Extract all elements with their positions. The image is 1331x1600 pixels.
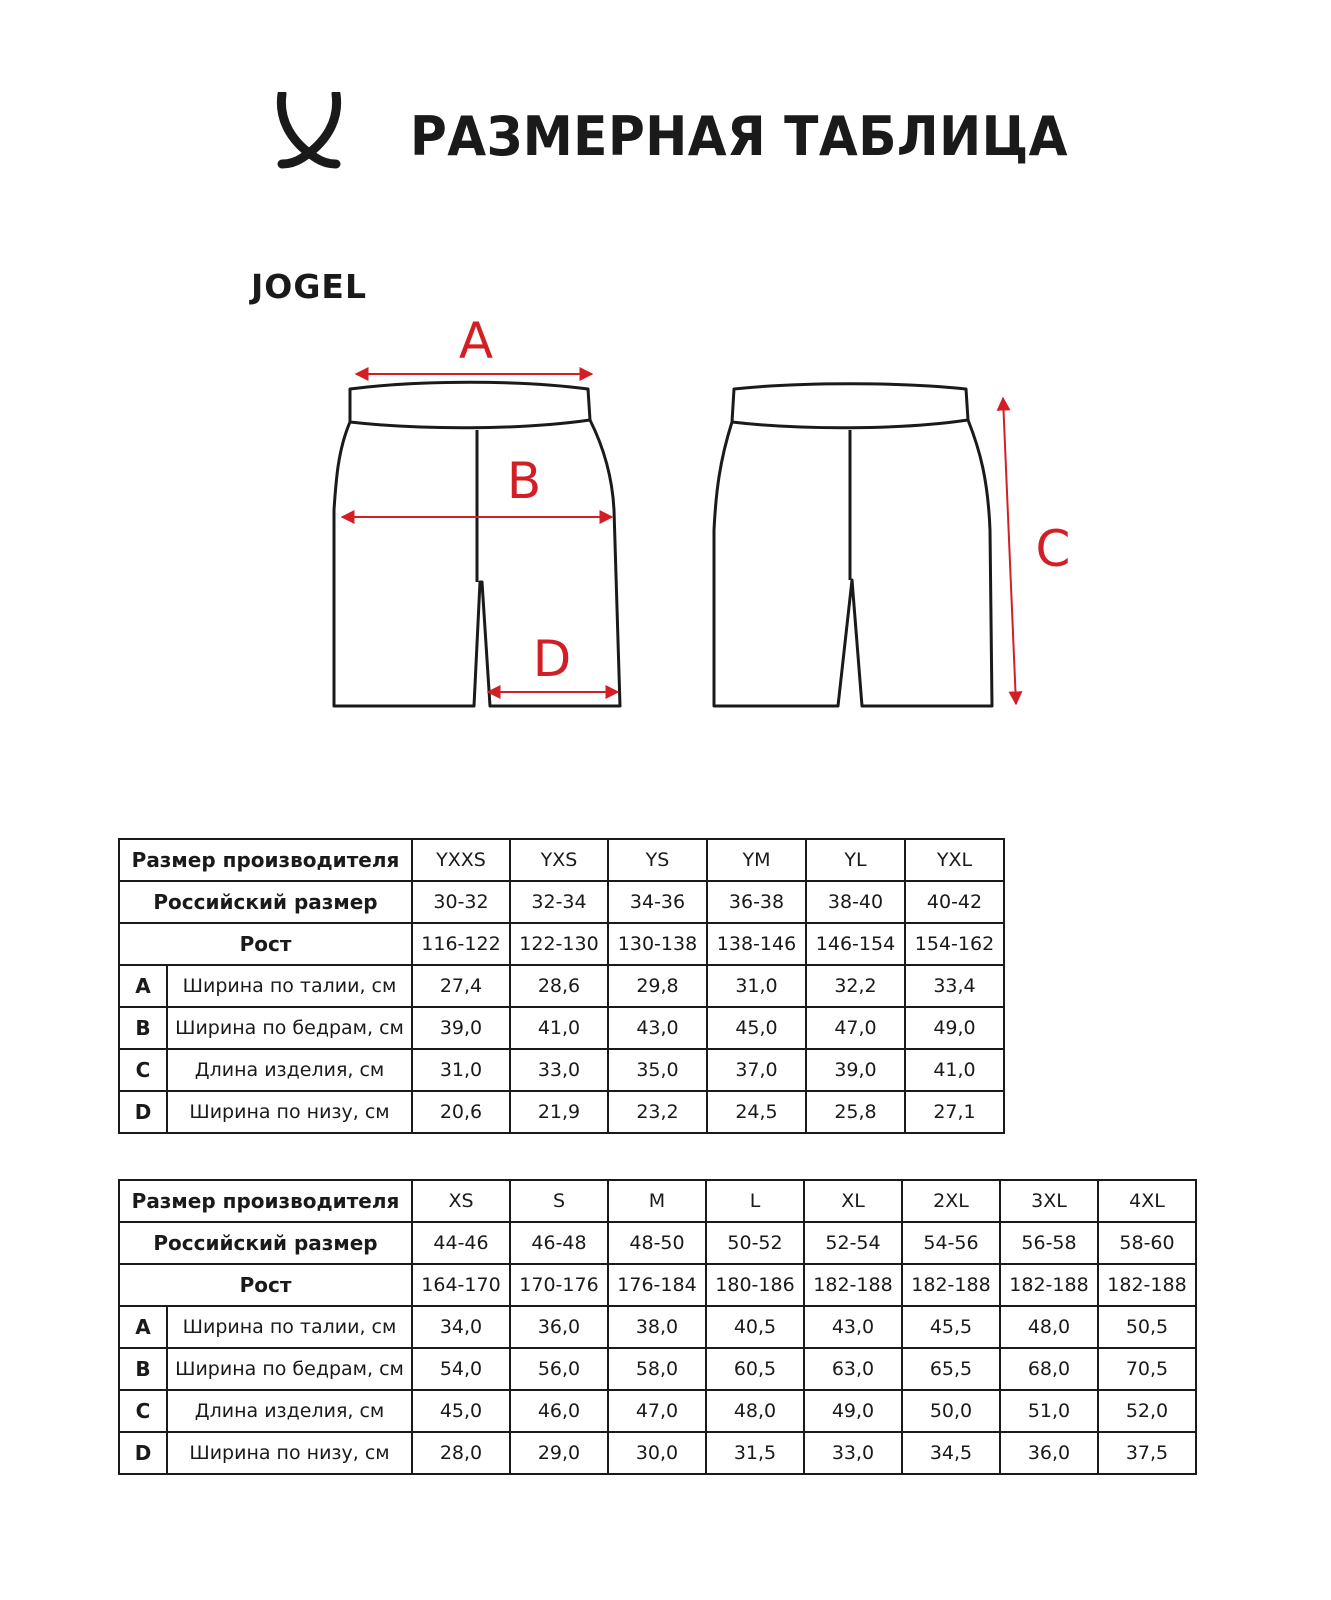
measure-value: 47,0	[806, 1007, 905, 1049]
manufacturer-size-cell: XS	[412, 1180, 510, 1222]
manufacturer-size-cell: YXL	[905, 839, 1004, 881]
measure-label: Ширина по бедрам, см	[167, 1348, 412, 1390]
russian-size-label: Российский размер	[119, 881, 412, 923]
table-row	[119, 1049, 1004, 1091]
measure-value: 31,5	[706, 1432, 804, 1474]
measure-value: 51,0	[1000, 1390, 1098, 1432]
russian-size-cell: 30-32	[412, 881, 510, 923]
measure-value: 70,5	[1098, 1348, 1196, 1390]
measure-value: 39,0	[806, 1049, 905, 1091]
russian-size-cell: 38-40	[806, 881, 905, 923]
russian-size-cell: 52-54	[804, 1222, 902, 1264]
measure-value: 43,0	[804, 1306, 902, 1348]
manufacturer-size-cell: 3XL	[1000, 1180, 1098, 1222]
height-cell: 122-130	[510, 923, 608, 965]
height-cell: 154-162	[905, 923, 1004, 965]
table-row	[119, 1432, 1196, 1474]
measure-value: 33,4	[905, 965, 1004, 1007]
measure-value: 28,0	[412, 1432, 510, 1474]
russian-size-cell: 58-60	[1098, 1222, 1196, 1264]
manufacturer-size-cell: YL	[806, 839, 905, 881]
russian-size-cell: 34-36	[608, 881, 707, 923]
measure-value: 45,0	[707, 1007, 806, 1049]
measure-value: 49,0	[804, 1390, 902, 1432]
manufacturer-size-label: Размер производителя	[119, 1180, 412, 1222]
shorts-diagram	[0, 0, 1331, 760]
height-cell: 138-146	[707, 923, 806, 965]
height-label: Рост	[119, 1264, 412, 1306]
measure-value: 50,0	[902, 1390, 1000, 1432]
table-row	[119, 1222, 1196, 1264]
manufacturer-size-cell: 4XL	[1098, 1180, 1196, 1222]
russian-size-cell: 46-48	[510, 1222, 608, 1264]
russian-size-cell: 40-42	[905, 881, 1004, 923]
measure-label: Ширина по низу, см	[167, 1432, 412, 1474]
manufacturer-size-cell: YXXS	[412, 839, 510, 881]
height-cell: 116-122	[412, 923, 510, 965]
manufacturer-size-cell: L	[706, 1180, 804, 1222]
measure-value: 31,0	[412, 1049, 510, 1091]
measure-label: Ширина по бедрам, см	[167, 1007, 412, 1049]
measure-value: 52,0	[1098, 1390, 1196, 1432]
page-title: РАЗМЕРНАЯ ТАБЛИЦА	[410, 105, 1069, 168]
measure-value: 41,0	[510, 1007, 608, 1049]
measure-value: 23,2	[608, 1091, 707, 1133]
measure-letter: A	[119, 1306, 167, 1348]
measure-value: 65,5	[902, 1348, 1000, 1390]
measure-value: 60,5	[706, 1348, 804, 1390]
measure-value: 48,0	[1000, 1306, 1098, 1348]
measure-letter: D	[119, 1432, 167, 1474]
manufacturer-size-cell: M	[608, 1180, 706, 1222]
measure-label: Ширина по талии, см	[167, 965, 412, 1007]
measure-value: 45,5	[902, 1306, 1000, 1348]
measure-value: 37,5	[1098, 1432, 1196, 1474]
russian-size-cell: 48-50	[608, 1222, 706, 1264]
measure-value: 29,8	[608, 965, 707, 1007]
russian-size-label: Российский размер	[119, 1222, 412, 1264]
measure-value: 34,5	[902, 1432, 1000, 1474]
measure-value: 47,0	[608, 1390, 706, 1432]
measure-value: 39,0	[412, 1007, 510, 1049]
measure-value: 68,0	[1000, 1348, 1098, 1390]
shorts-back-view	[714, 384, 992, 706]
table-row	[119, 1180, 1196, 1222]
measure-value: 36,0	[1000, 1432, 1098, 1474]
measure-value: 38,0	[608, 1306, 706, 1348]
height-cell: 182-188	[1000, 1264, 1098, 1306]
manufacturer-size-cell: XL	[804, 1180, 902, 1222]
measure-value: 27,1	[905, 1091, 1004, 1133]
russian-size-cell: 36-38	[707, 881, 806, 923]
measure-label: Длина изделия, см	[167, 1049, 412, 1091]
table-row	[119, 881, 1004, 923]
shorts-front-view	[334, 382, 620, 706]
russian-size-cell: 50-52	[706, 1222, 804, 1264]
table-row	[119, 1390, 1196, 1432]
measure-value: 35,0	[608, 1049, 707, 1091]
measure-d-label: D	[532, 630, 572, 688]
measure-value: 24,5	[707, 1091, 806, 1133]
measure-value: 25,8	[806, 1091, 905, 1133]
measure-value: 41,0	[905, 1049, 1004, 1091]
table-row	[119, 923, 1004, 965]
table-row	[119, 1091, 1004, 1133]
measure-letter: B	[119, 1007, 167, 1049]
measure-value: 50,5	[1098, 1306, 1196, 1348]
height-cell: 176-184	[608, 1264, 706, 1306]
measure-letter: C	[119, 1049, 167, 1091]
measure-letter: C	[119, 1390, 167, 1432]
table-row	[119, 965, 1004, 1007]
size-table-adult	[118, 1179, 1197, 1475]
measure-a-label: A	[458, 312, 494, 370]
height-cell: 180-186	[706, 1264, 804, 1306]
measure-value: 29,0	[510, 1432, 608, 1474]
measure-value: 63,0	[804, 1348, 902, 1390]
measure-value: 46,0	[510, 1390, 608, 1432]
table-row	[119, 1007, 1004, 1049]
measure-value: 27,4	[412, 965, 510, 1007]
height-label: Рост	[119, 923, 412, 965]
height-cell: 182-188	[1098, 1264, 1196, 1306]
measure-value: 33,0	[804, 1432, 902, 1474]
manufacturer-size-cell: YM	[707, 839, 806, 881]
measure-value: 34,0	[412, 1306, 510, 1348]
measure-letter: A	[119, 965, 167, 1007]
measure-value: 28,6	[510, 965, 608, 1007]
measure-value: 43,0	[608, 1007, 707, 1049]
measure-letter: D	[119, 1091, 167, 1133]
size-table-youth	[118, 838, 1005, 1134]
manufacturer-size-cell: S	[510, 1180, 608, 1222]
measure-value: 32,2	[806, 965, 905, 1007]
measure-b-label: B	[506, 452, 542, 510]
measure-value: 58,0	[608, 1348, 706, 1390]
table-row	[119, 1306, 1196, 1348]
measure-value: 33,0	[510, 1049, 608, 1091]
measure-value: 36,0	[510, 1306, 608, 1348]
height-cell: 170-176	[510, 1264, 608, 1306]
russian-size-cell: 44-46	[412, 1222, 510, 1264]
measure-value: 54,0	[412, 1348, 510, 1390]
manufacturer-size-cell: YXS	[510, 839, 608, 881]
measure-label: Длина изделия, см	[167, 1390, 412, 1432]
manufacturer-size-cell: YS	[608, 839, 707, 881]
measure-letter: B	[119, 1348, 167, 1390]
russian-size-cell: 56-58	[1000, 1222, 1098, 1264]
measure-value: 21,9	[510, 1091, 608, 1133]
russian-size-cell: 32-34	[510, 881, 608, 923]
height-cell: 130-138	[608, 923, 707, 965]
measure-value: 45,0	[412, 1390, 510, 1432]
table-row	[119, 1348, 1196, 1390]
measure-value: 56,0	[510, 1348, 608, 1390]
measure-value: 37,0	[707, 1049, 806, 1091]
manufacturer-size-cell: 2XL	[902, 1180, 1000, 1222]
measure-c-label: C	[1035, 520, 1071, 578]
height-cell: 182-188	[804, 1264, 902, 1306]
measure-value: 31,0	[707, 965, 806, 1007]
measure-value: 30,0	[608, 1432, 706, 1474]
table-row	[119, 1264, 1196, 1306]
measure-label: Ширина по низу, см	[167, 1091, 412, 1133]
measure-value: 40,5	[706, 1306, 804, 1348]
measure-c-arrow	[1003, 398, 1016, 704]
table-row	[119, 839, 1004, 881]
manufacturer-size-label: Размер производителя	[119, 839, 412, 881]
brand-name: JOGEL	[251, 267, 367, 306]
russian-size-cell: 54-56	[902, 1222, 1000, 1264]
height-cell: 182-188	[902, 1264, 1000, 1306]
measure-label: Ширина по талии, см	[167, 1306, 412, 1348]
height-cell: 164-170	[412, 1264, 510, 1306]
measure-value: 20,6	[412, 1091, 510, 1133]
measure-value: 49,0	[905, 1007, 1004, 1049]
measure-value: 48,0	[706, 1390, 804, 1432]
height-cell: 146-154	[806, 923, 905, 965]
